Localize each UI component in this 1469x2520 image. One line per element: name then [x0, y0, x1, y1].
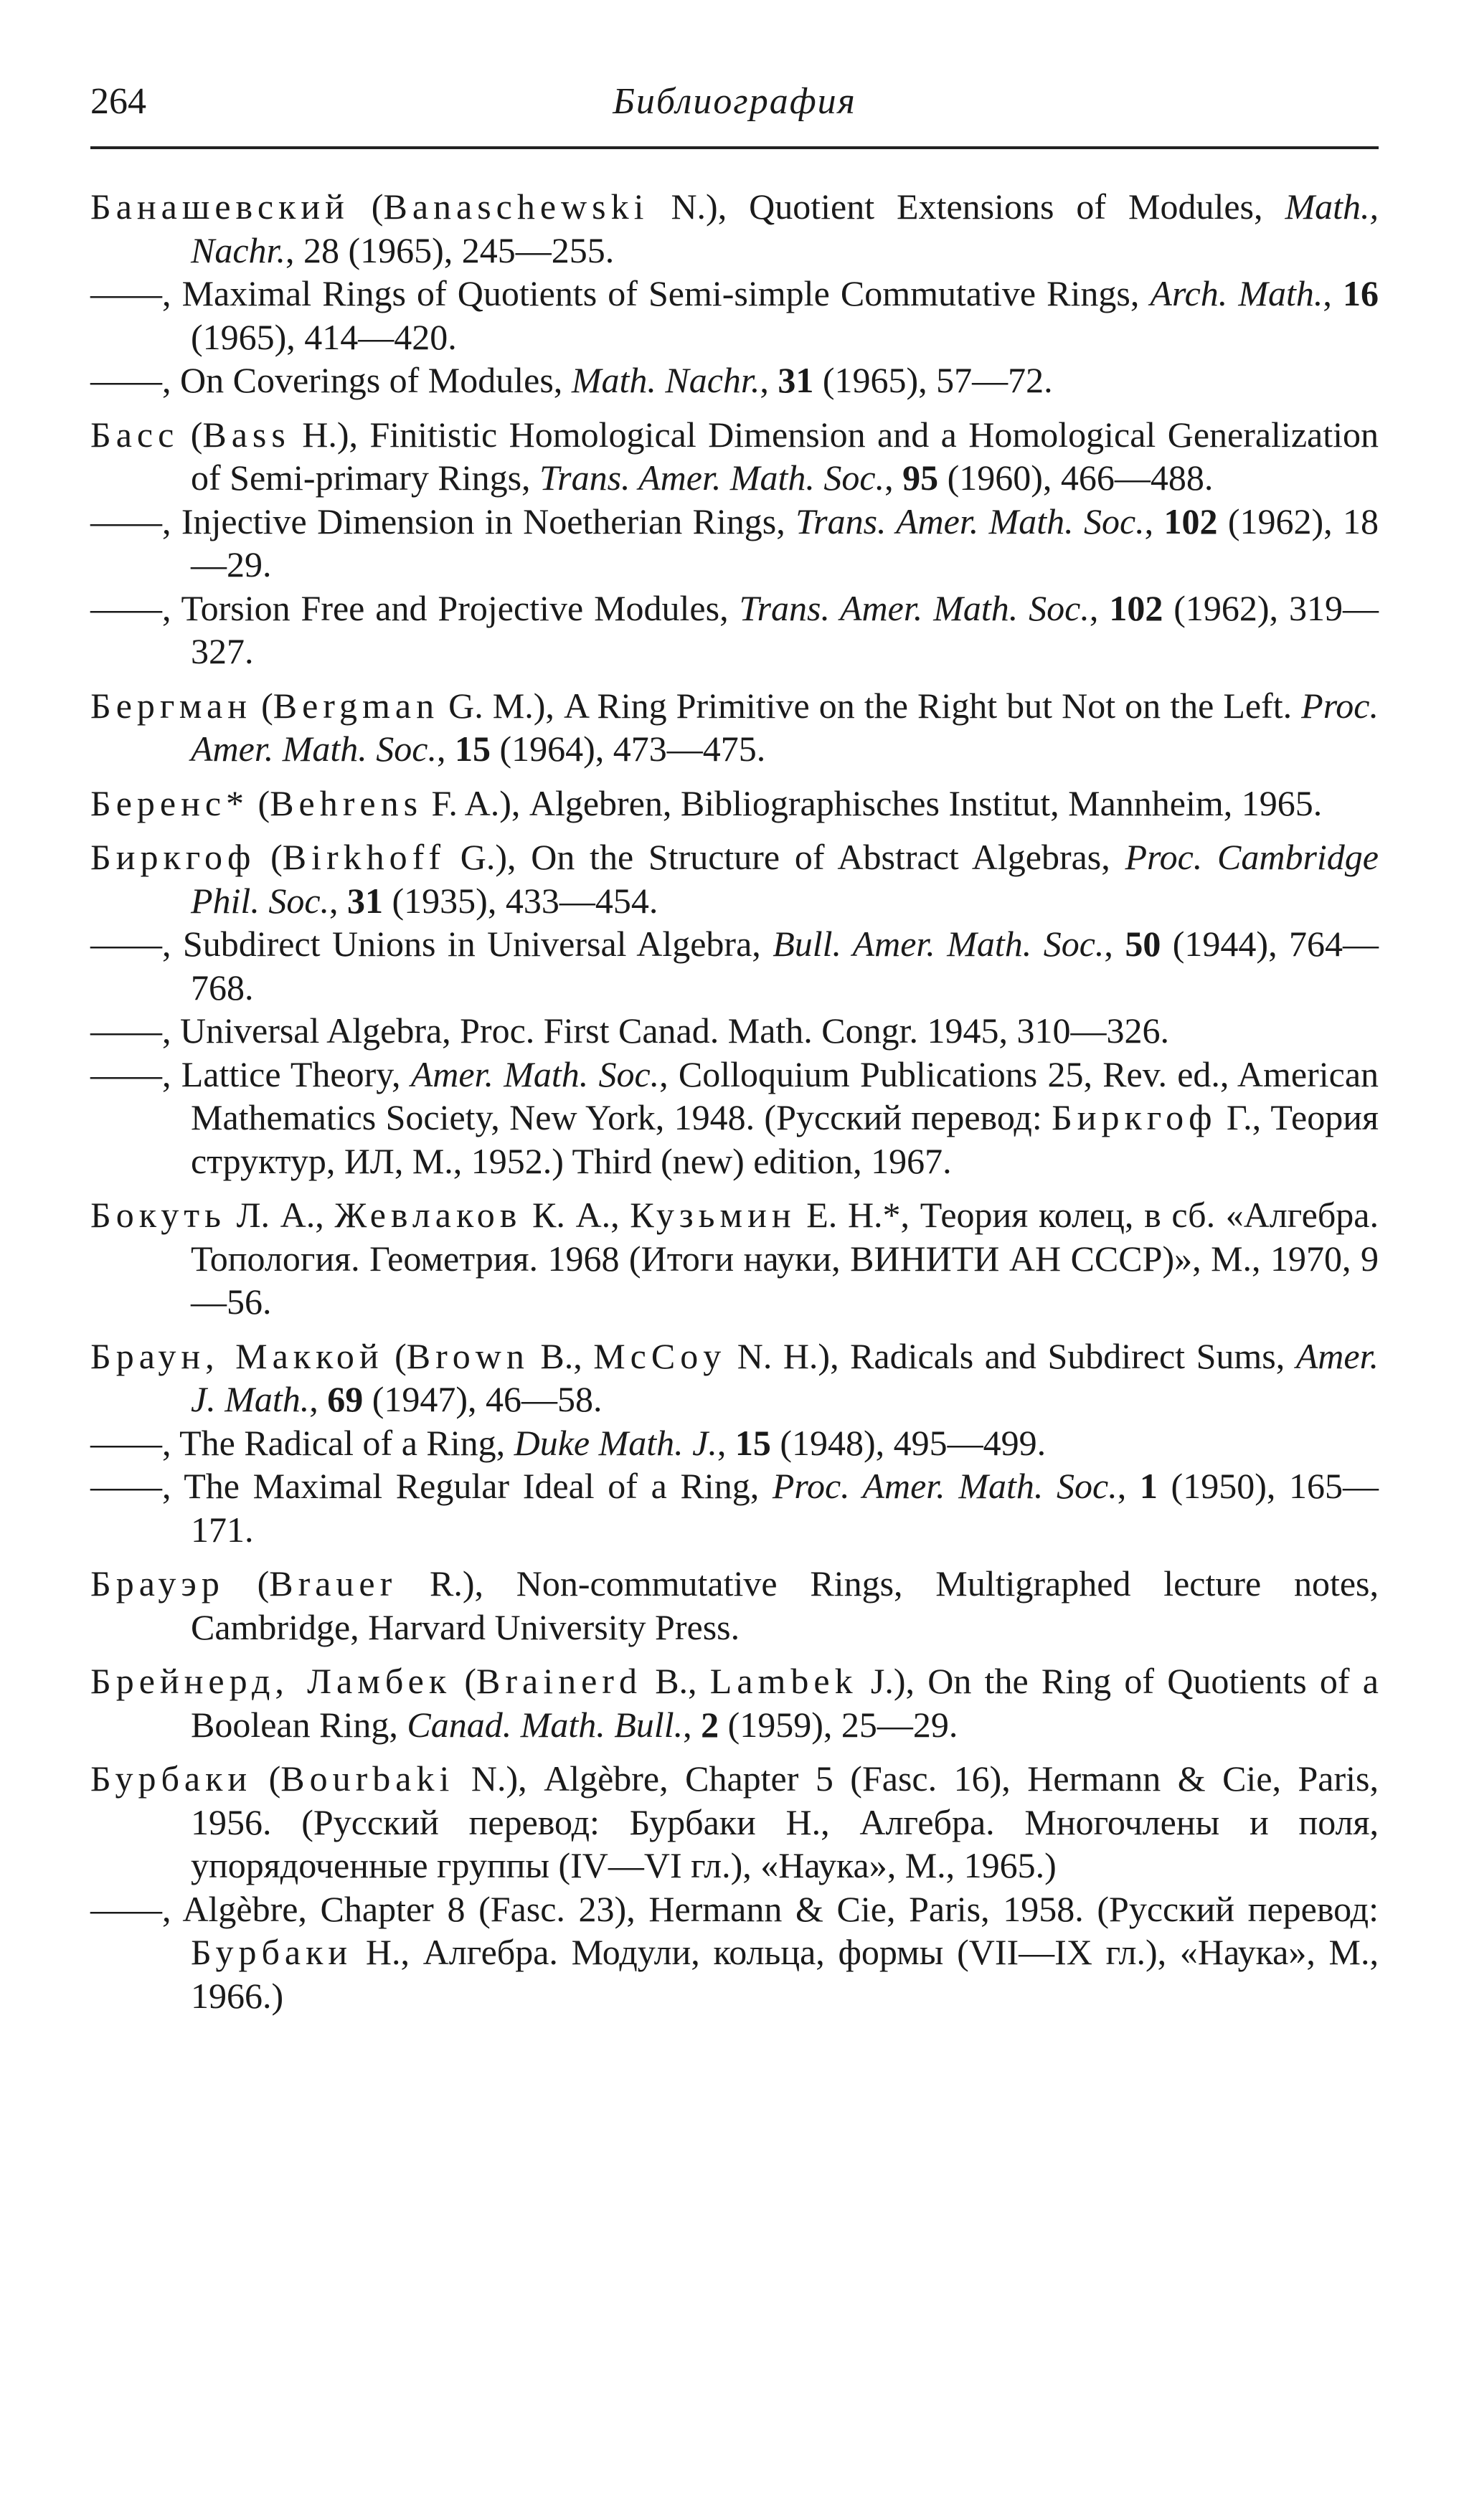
- entry-text: (1962), 18—29.: [191, 501, 1379, 584]
- entry-text: (1947), 46—58.: [363, 1379, 603, 1419]
- entry-text: N. H.), Radicals and Subdirect Sums,: [726, 1335, 1296, 1376]
- entry-text: Н., Алгебра. Модули, кольца, формы (VII—IX гл.), «Наука», М., 1966.): [191, 1932, 1379, 2016]
- entry-text: ——, The Maximal Regular Ideal of a Ring,: [90, 1466, 773, 1506]
- entry-text: (: [383, 1335, 407, 1376]
- author-name: Lambek: [709, 1661, 858, 1701]
- bibliography-group: [90, 835, 1379, 1183]
- entry-text: ,: [884, 458, 903, 498]
- entry-text: (: [451, 1661, 477, 1701]
- entry-text: (1944), 764—768.: [191, 924, 1379, 1008]
- entry-text: ,: [329, 880, 348, 921]
- entry-text: ,: [683, 1704, 702, 1745]
- bibliography-entry: [90, 835, 1379, 922]
- bibliography-group: [90, 1659, 1379, 1746]
- entry-text: ——, Subdirect Unions in Universal Algebra,: [90, 924, 773, 964]
- author-name: Жевлаков: [334, 1195, 522, 1235]
- bibliography-entry: [90, 1193, 1379, 1324]
- journal-title: Trans. Amer. Math. Soc.: [795, 501, 1145, 541]
- entry-text: R.), Non-commutative Rings, Multigraphed lecture notes, Cambridge, Harvard University Press.: [191, 1563, 1379, 1647]
- entry-text: B.,: [529, 1335, 594, 1376]
- entry-text: (1935), 433—454.: [383, 880, 658, 921]
- entry-text: ,: [437, 729, 455, 769]
- entry-text: ——, Maximal Rings of Quotients of Semi-simple Commutative Rings,: [90, 273, 1151, 313]
- page-header: [90, 80, 1379, 149]
- volume-number: 69: [327, 1379, 364, 1419]
- bibliography-entry: [90, 500, 1379, 587]
- bibliography-entry: [90, 1757, 1379, 1887]
- entry-text: Л. А.,: [225, 1195, 335, 1235]
- journal-title: Amer. Math. Soc.: [410, 1053, 660, 1094]
- author-name: Bass: [202, 414, 291, 455]
- author-name: Brainerd: [476, 1661, 642, 1701]
- journal-title: Trans. Amer. Math. Soc.: [539, 458, 885, 498]
- entry-text: ,: [1104, 924, 1125, 964]
- entry-text: ,: [760, 360, 778, 400]
- entry-text: ——, Injective Dimension in Noetherian Rings,: [90, 501, 796, 541]
- entry-text: ——, Torsion Free and Projective Modules,: [90, 587, 740, 628]
- entry-text: G.), On the Structure of Abstract Algebras,: [445, 837, 1125, 877]
- entry-text: ——, On Coverings of Modules,: [90, 360, 572, 400]
- author-name: Биркгоф: [1052, 1097, 1217, 1137]
- entry-text: (1948), 495—499.: [770, 1422, 1047, 1463]
- bibliography-group: [90, 1335, 1379, 1552]
- entry-text: (1965), 414—420.: [191, 316, 457, 357]
- volume-number: 102: [1163, 501, 1218, 541]
- author-name: Bergman: [273, 685, 440, 726]
- bibliography-entry: [90, 782, 1379, 825]
- entry-text: (: [255, 837, 283, 877]
- entry-text: ——, The Radical of a Ring,: [90, 1422, 514, 1463]
- bibliography-entry: [90, 1421, 1379, 1465]
- entry-text: ——, Universal Algebra, Proc. First Canad. Math. Congr. 1945, 310—326.: [90, 1010, 1170, 1051]
- author-name: Биркгоф: [90, 837, 256, 877]
- entry-text: , Colloquium Publications 25, Rev. ed., American Mathematics Society, New York, 1948. (Русский перевод:: [191, 1053, 1379, 1137]
- entry-text: G. M.), A Ring Primitive on the Right but Not on the Left.: [439, 685, 1302, 726]
- journal-title: Math. Nachr.: [571, 360, 760, 400]
- bibliography-group: [90, 1193, 1379, 1324]
- entry-text: (: [179, 414, 203, 455]
- entry-text: F. A.), Algebren, Bibliographisches Institut, Mannheim, 1965.: [422, 782, 1323, 823]
- entry-text: ——, Algèbre, Chapter 8 (Fasc. 23), Hermann & Cie, Paris, 1958. (Русский перевод:: [90, 1888, 1379, 1929]
- author-name: McCoy: [593, 1335, 727, 1376]
- volume-number: 2: [701, 1704, 719, 1745]
- entry-text: ,: [1323, 273, 1343, 313]
- author-name: Brown: [406, 1335, 529, 1376]
- bibliography-entry: [90, 185, 1379, 272]
- author-name: Бокуть: [90, 1195, 226, 1235]
- entry-text: (: [252, 1758, 281, 1799]
- entry-text: ,: [717, 1422, 735, 1463]
- volume-number: 102: [1109, 587, 1163, 628]
- bibliography-entry: [90, 1053, 1379, 1183]
- entry-text: Е. Н.*, Теория колец, в сб. «Алгебра. Топология. Геометрия. 1968 (Итоги науки, ВИНИТИ АН СССР)», М., 1970, 9—56.: [191, 1195, 1379, 1322]
- entry-text: (: [349, 186, 384, 227]
- entry-text: К. А.,: [521, 1195, 630, 1235]
- bibliography-entry: [90, 1887, 1379, 2018]
- journal-title: Math., Nachr.: [191, 186, 1379, 270]
- bibliography-group: [90, 684, 1379, 771]
- volume-number: 95: [902, 458, 939, 498]
- entry-text: (1962), 319—327.: [191, 587, 1379, 671]
- entry-text: (1950), 165—171.: [191, 1466, 1379, 1550]
- page-number: 264: [90, 81, 146, 122]
- bibliography-entry: [90, 1659, 1379, 1746]
- journal-title: Proc. Cambridge Phil. Soc.: [191, 837, 1379, 921]
- author-name: Birkhoff: [282, 837, 446, 877]
- volume-number: 31: [778, 360, 814, 400]
- volume-number: 15: [734, 1422, 771, 1463]
- bibliography-entry: [90, 587, 1379, 673]
- volume-number: 50: [1125, 924, 1161, 964]
- journal-title: Trans. Amer. Math. Soc.: [739, 587, 1090, 628]
- bibliography-entry: [90, 1009, 1379, 1053]
- running-head: Библиография: [613, 81, 856, 122]
- journal-title: Bull. Amer. Math. Soc.: [773, 924, 1105, 964]
- entry-text: , 28 (1965), 245—255.: [285, 229, 615, 270]
- bibliography-group: [90, 413, 1379, 673]
- journal-title: Arch. Math.: [1150, 273, 1323, 313]
- bibliography-list: [90, 185, 1379, 2028]
- bibliography-entry: [90, 922, 1379, 1009]
- entry-text: (1965), 57—72.: [813, 360, 1053, 400]
- journal-title: Proc. Amer. Math. Soc.: [772, 1466, 1118, 1506]
- journal-title: Proc. Amer. Math. Soc.: [191, 685, 1379, 769]
- bibliography-entry: [90, 272, 1379, 359]
- bibliography-entry: [90, 1562, 1379, 1649]
- entry-text: ——, Lattice Theory,: [90, 1053, 411, 1094]
- journal-title: Amer. J. Math.: [191, 1335, 1379, 1419]
- author-name: Бурбаки: [191, 1932, 353, 1972]
- volume-number: 1: [1139, 1466, 1158, 1506]
- entry-text: ,: [1089, 587, 1110, 628]
- entry-text: Г., Теория структур, ИЛ, М., 1952.) Third (new) edition, 1967.: [191, 1097, 1379, 1181]
- author-name: Брейнерд, Ламбек: [90, 1661, 452, 1701]
- author-name: Брауэр: [90, 1563, 225, 1604]
- author-name: Беренс*: [90, 782, 250, 823]
- author-name: Банашевский: [90, 186, 349, 227]
- bibliography-entry: [90, 684, 1379, 771]
- bibliography-entry: [90, 413, 1379, 500]
- entry-text: ,: [309, 1379, 328, 1419]
- author-name: Бурбаки: [90, 1758, 252, 1799]
- entry-text: N.), Algèbre, Chapter 5 (Fasc. 16), Hermann & Cie, Paris, 1956. (Русский перевод: Бурбаки Н., Алгебра. Многочлены и поля, упорядоченные группы (IV—VI гл.), «Наука», М., 1965.): [191, 1758, 1379, 1885]
- author-name: Banaschewski: [383, 186, 649, 227]
- author-name: Bourbaki: [280, 1758, 455, 1799]
- entry-text: (1959), 25—29.: [719, 1704, 958, 1745]
- author-name: Behrens: [270, 782, 423, 823]
- entry-text: ,: [1117, 1466, 1140, 1506]
- author-name: Браун, Маккой: [90, 1335, 384, 1376]
- entry-text: (: [249, 782, 270, 823]
- entry-text: (1964), 473—475.: [491, 729, 766, 769]
- bibliography-group: [90, 782, 1379, 825]
- entry-text: (: [224, 1563, 270, 1604]
- bibliography-entry: [90, 1335, 1379, 1421]
- bibliography-entry: [90, 1464, 1379, 1551]
- author-name: Басс: [90, 414, 179, 455]
- entry-text: J.), On the Ring of Quotients of a Boolean Ring,: [191, 1661, 1379, 1745]
- entry-text: B.,: [641, 1661, 710, 1701]
- volume-number: 16: [1343, 273, 1379, 313]
- volume-number: 15: [455, 729, 491, 769]
- volume-number: 31: [347, 880, 384, 921]
- entry-text: (: [252, 685, 273, 726]
- entry-text: N.), Quotient Extensions of Modules,: [648, 186, 1285, 227]
- journal-title: Canad. Math. Bull.: [407, 1704, 684, 1745]
- entry-text: H.), Finitistic Homological Dimension and a Homological Generalization of Semi-primary Rings,: [191, 414, 1379, 498]
- bibliography-group: [90, 185, 1379, 402]
- bibliography-entry: [90, 359, 1379, 402]
- bibliography-group: [90, 1757, 1379, 2017]
- entry-text: (1960), 466—488.: [938, 458, 1214, 498]
- author-name: Brauer: [269, 1563, 397, 1604]
- author-name: Бергман: [90, 685, 252, 726]
- journal-title: Duke Math. J.: [514, 1422, 717, 1463]
- author-name: Кузьмин: [630, 1195, 796, 1235]
- bibliography-group: [90, 1562, 1379, 1649]
- entry-text: ,: [1144, 501, 1164, 541]
